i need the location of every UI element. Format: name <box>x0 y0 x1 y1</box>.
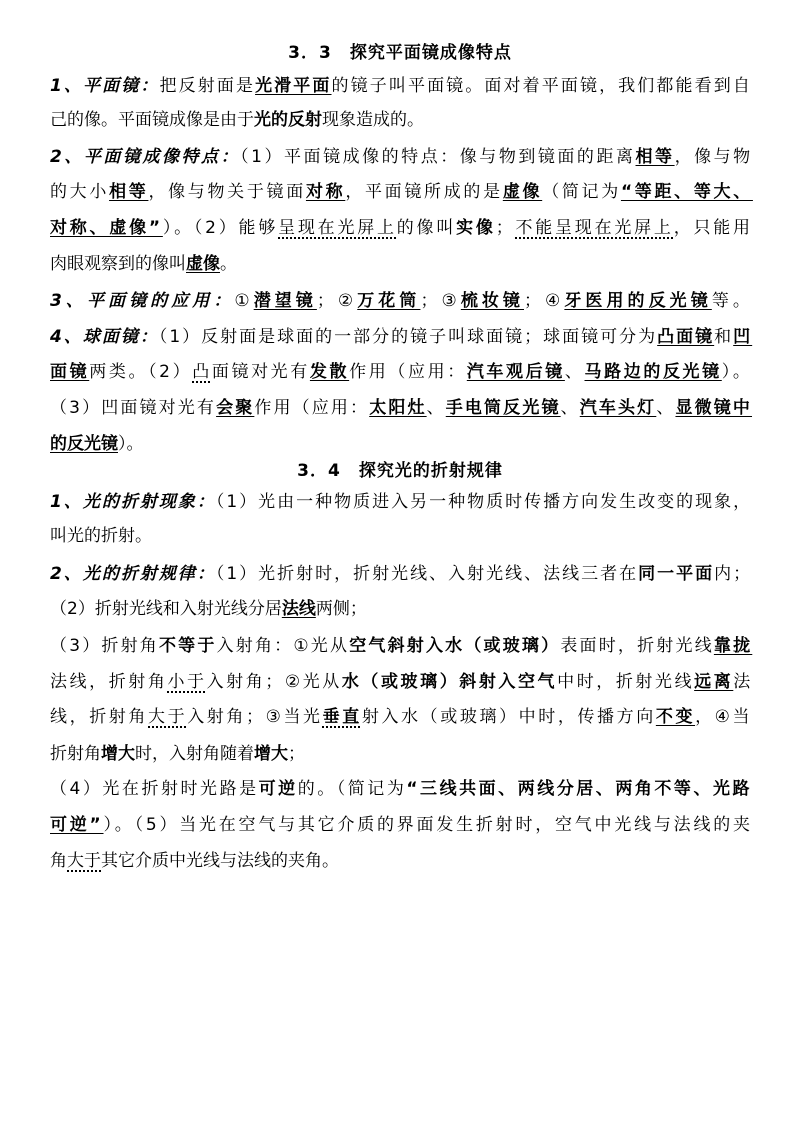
text-run: 入射角；②光从 <box>206 672 342 692</box>
key-term: 不等于 <box>158 636 217 656</box>
key-term: 实像 <box>456 218 496 238</box>
key-term: 呈现在光屏上 <box>278 218 397 238</box>
text-run: （3）凹面镜对光有 <box>50 398 217 418</box>
text-line <box>50 705 752 729</box>
key-term: 的反光镜 <box>50 434 118 454</box>
key-term: 大于 <box>67 851 101 871</box>
section-title: 3．3 探究平面镜成像特点 <box>288 43 512 63</box>
key-term: 虚像 <box>186 254 220 274</box>
text-run: 内； <box>714 564 753 584</box>
key-term: 相等 <box>109 182 149 202</box>
key-term: 发散 <box>309 362 350 382</box>
text-run: 两侧； <box>315 599 367 619</box>
text-line <box>50 634 752 658</box>
text-run: 射入水（或玻璃）中时，传播方向 <box>361 707 656 727</box>
text-line <box>50 849 339 873</box>
key-term: 太阳灶 <box>369 398 427 418</box>
key-term: “三线共面、两线分居、两角不等、光路 <box>406 779 753 799</box>
text-run: 折射角 <box>50 744 101 764</box>
text-run: 的大小 <box>50 182 110 202</box>
text-line <box>50 325 752 349</box>
item-heading: 1、光的折射现象： <box>50 492 216 512</box>
key-term: 不变 <box>655 707 696 727</box>
text-run: 的。（简记为 <box>297 779 407 799</box>
text-run: ① <box>234 291 254 311</box>
text-run: 和 <box>714 327 734 347</box>
key-term: 面镜 <box>50 362 90 382</box>
text-line <box>50 524 152 548</box>
text-run: 时，入射角随着 <box>135 744 254 764</box>
key-term: 可逆 <box>258 779 298 799</box>
text-run: 现象造成的。 <box>322 110 424 130</box>
text-line <box>50 432 144 456</box>
text-run: ； <box>495 218 516 238</box>
key-term: 会聚 <box>216 398 255 418</box>
text-run: 、 <box>560 398 580 418</box>
key-term: 显微镜中 <box>675 398 753 418</box>
key-term: 相等 <box>635 147 675 167</box>
key-term: 远离 <box>694 672 734 692</box>
key-term: 小于 <box>167 672 207 692</box>
key-term: 增大 <box>101 744 135 764</box>
text-run: 入射角：①光从 <box>216 636 350 656</box>
text-run: （2）折射光线和入射光线分居 <box>50 599 282 619</box>
text-run: 己的像。平面镜成像是由于 <box>50 110 254 130</box>
text-run: 等。 <box>711 291 754 311</box>
key-term: 潜望镜 <box>253 291 317 311</box>
text-run: 法 <box>733 672 753 692</box>
key-term: 法线 <box>281 599 316 619</box>
text-run: ，像与物 <box>674 147 753 167</box>
text-run: 中时，折射光线 <box>557 672 695 692</box>
text-line <box>50 670 753 694</box>
section-title: 3．4 探究光的折射规律 <box>297 461 503 481</box>
text-run: 入射角；③当光 <box>187 707 323 727</box>
text-line <box>50 813 753 837</box>
text-run: ）。 <box>118 434 144 454</box>
key-term: 凹 <box>733 327 753 347</box>
text-run: 作用（应用： <box>349 362 467 382</box>
key-term: 牙医用的反光镜 <box>564 291 712 311</box>
text-line <box>50 490 752 514</box>
key-term: 水（或玻璃）斜射入空气 <box>341 672 558 692</box>
text-line <box>50 108 424 132</box>
item-heading: 1、平面镜： <box>50 76 160 96</box>
text-run: （4）光在折射时光路是 <box>50 779 259 799</box>
text-run: 其它介质中光线与法线的夹角。 <box>101 851 339 871</box>
key-term: 靠拢 <box>713 636 753 656</box>
text-run: （1）平面镜成像的特点：像与物到镜面的距离 <box>240 147 636 167</box>
item-heading: 4、球面镜： <box>50 327 159 347</box>
key-term: “等距、等大、 <box>620 182 753 202</box>
key-term: 对称 <box>305 182 346 202</box>
text-run: ，像与物关于镜面 <box>148 182 306 202</box>
key-term: 手电筒反光镜 <box>445 398 561 418</box>
key-term: 大于 <box>148 707 188 727</box>
text-line <box>50 562 752 586</box>
item-heading: 2、平面镜成像特点： <box>50 147 241 167</box>
text-run: 法线，折射角 <box>50 672 168 692</box>
text-line <box>50 289 754 313</box>
text-run: 两类。（2） <box>89 362 193 382</box>
key-term: 空气斜射入水（或玻璃） <box>349 636 561 656</box>
text-run: 的像叫 <box>396 218 457 238</box>
key-term: 增大 <box>254 744 288 764</box>
text-run: 的镜子叫平面镜。面对着平面镜，我们都能看到自 <box>331 76 752 96</box>
text-run: 线，折射角 <box>50 707 148 727</box>
text-run: 、 <box>426 398 446 418</box>
text-run: 作用（应用： <box>254 398 370 418</box>
text-run: ，平面镜所成的是 <box>345 182 503 202</box>
text-run: 角 <box>50 851 67 871</box>
text-run: 叫光的折射。 <box>50 526 152 546</box>
text-run: 把反射面是 <box>159 76 256 96</box>
text-line <box>50 360 753 384</box>
text-run: ）。（2）能够 <box>162 218 279 238</box>
text-run: （3）折射角 <box>50 636 159 656</box>
key-term: 汽车观后镜 <box>466 362 565 382</box>
item-heading: 3、平面镜的应用： <box>50 291 235 311</box>
text-run: 面镜对光有 <box>211 362 310 382</box>
text-line <box>50 597 367 621</box>
text-run: 、 <box>656 398 676 418</box>
text-run: ；② <box>316 291 358 311</box>
text-run: （1）光折射时，折射光线、入射光线、法线三者在 <box>215 564 639 584</box>
text-run: ）。（5）当光在空气与其它介质的界面发生折射时，空气中光线与法线的夹 <box>103 815 753 835</box>
text-run: ； <box>288 744 305 764</box>
text-line <box>50 742 305 766</box>
key-term: 虚像 <box>502 182 543 202</box>
text-run: （1）光由一种物质进入另一种物质时传播方向发生改变的现象， <box>215 492 753 512</box>
text-run: ）。 <box>721 362 753 382</box>
key-term: 梳妆镜 <box>460 291 524 311</box>
key-term: 马路边的反光镜 <box>584 362 722 382</box>
text-run: ，④当 <box>695 707 753 727</box>
item-heading: 2、光的折射规律： <box>50 564 216 584</box>
key-term: 万花筒 <box>357 291 421 311</box>
text-run: （1）反射面是球面的一部分的镜子叫球面镜；球面镜可分为 <box>158 327 658 347</box>
text-line <box>50 180 753 204</box>
text-run: 肉眼观察到的像叫 <box>50 254 186 274</box>
key-term: 对称、虚像” <box>50 218 163 238</box>
text-run: 表面时，折射光线 <box>560 636 714 656</box>
key-term: 光的反射 <box>254 110 322 130</box>
text-run: 、 <box>564 362 585 382</box>
text-line <box>50 252 237 276</box>
key-term: 同一平面 <box>638 564 715 584</box>
key-term: 凸 <box>192 362 212 382</box>
key-term: 可逆” <box>50 815 104 835</box>
text-line <box>50 74 752 98</box>
text-line <box>50 777 752 801</box>
key-term: 汽车头灯 <box>579 398 657 418</box>
text-run: ，只能用 <box>673 218 753 238</box>
text-run: ；③ <box>420 291 461 311</box>
text-run: （简记为 <box>542 182 621 202</box>
text-line <box>50 145 753 169</box>
key-term: 不能呈现在光屏上 <box>515 218 674 238</box>
text-line <box>50 396 752 420</box>
key-term: 凸面镜 <box>657 327 715 347</box>
text-run: 。 <box>220 254 237 274</box>
text-line <box>50 216 753 240</box>
key-term: 垂直 <box>322 707 362 727</box>
text-run: ；④ <box>524 291 565 311</box>
key-term: 光滑平面 <box>255 76 332 96</box>
